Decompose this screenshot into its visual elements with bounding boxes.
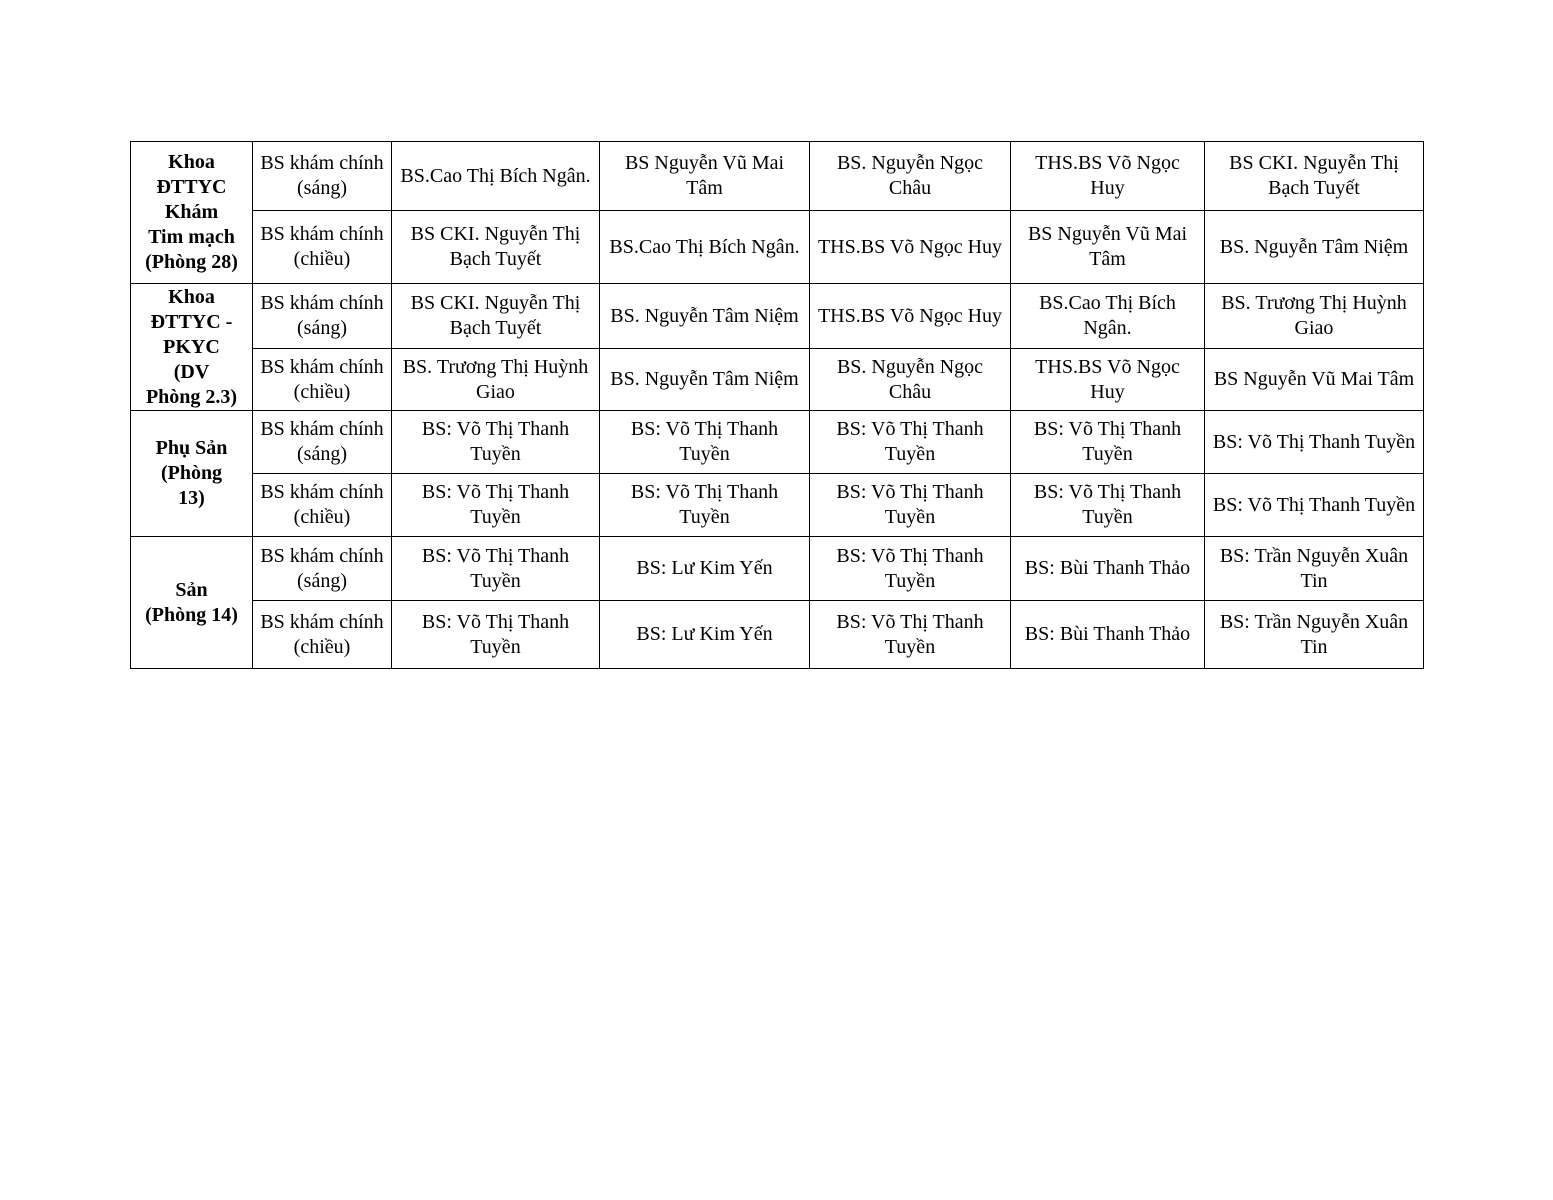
department-cell — [131, 537, 253, 669]
role-cell: BS khám chính (chiều) — [253, 474, 392, 537]
department-cell — [131, 142, 253, 284]
doctor-cell: BS CKI. Nguyễn Thị Bạch Tuyết — [392, 284, 600, 349]
doctor-cell: BS: Võ Thị Thanh Tuyền — [810, 474, 1011, 537]
doctor-cell: BS. Nguyễn Tâm Niệm — [1205, 211, 1424, 284]
table-row — [131, 474, 1424, 537]
doctor-cell: THS.BS Võ Ngọc Huy — [810, 284, 1011, 349]
doctor-cell: BS Nguyễn Vũ Mai Tâm — [1205, 349, 1424, 411]
table-row — [131, 284, 1424, 349]
doctor-cell: BS.Cao Thị Bích Ngân. — [1011, 284, 1205, 349]
role-cell: BS khám chính (chiều) — [253, 349, 392, 411]
doctor-cell: BS CKI. Nguyễn Thị Bạch Tuyết — [392, 211, 600, 284]
doctor-cell: BS: Võ Thị Thanh Tuyền — [810, 537, 1011, 601]
schedule-page — [130, 141, 1424, 669]
doctor-cell: BS: Võ Thị Thanh Tuyền — [392, 411, 600, 474]
department-label: Khoa ĐTTYC Khám Tim mạch (Phòng 28) — [145, 151, 238, 273]
table-row — [131, 537, 1424, 601]
role-cell: BS khám chính (sáng) — [253, 142, 392, 211]
doctor-cell: THS.BS Võ Ngọc Huy — [810, 211, 1011, 284]
doctor-schedule-table — [130, 141, 1424, 669]
doctor-cell: BS. Nguyễn Ngọc Châu — [810, 349, 1011, 411]
doctor-cell: BS: Lư Kim Yến — [600, 537, 810, 601]
role-cell: BS khám chính (sáng) — [253, 284, 392, 349]
role-cell: BS khám chính (sáng) — [253, 411, 392, 474]
doctor-cell: BS: Võ Thị Thanh Tuyền — [600, 411, 810, 474]
doctor-cell: BS: Bùi Thanh Thảo — [1011, 601, 1205, 669]
department-cell — [131, 411, 253, 537]
doctor-cell: BS.Cao Thị Bích Ngân. — [600, 211, 810, 284]
doctor-cell: BS: Võ Thị Thanh Tuyền — [1011, 411, 1205, 474]
doctor-cell: BS: Lư Kim Yến — [600, 601, 810, 669]
role-cell: BS khám chính (chiều) — [253, 211, 392, 284]
role-cell: BS khám chính (sáng) — [253, 537, 392, 601]
role-cell: BS khám chính (chiều) — [253, 601, 392, 669]
doctor-cell: BS: Võ Thị Thanh Tuyền — [600, 474, 810, 537]
table-row — [131, 601, 1424, 669]
table-row — [131, 211, 1424, 284]
doctor-cell: BS. Trương Thị Huỳnh Giao — [392, 349, 600, 411]
doctor-cell: BS.Cao Thị Bích Ngân. — [392, 142, 600, 211]
department-cell — [131, 284, 253, 411]
department-label: Phụ Sản (Phòng 13) — [155, 437, 228, 509]
doctor-cell: THS.BS Võ Ngọc Huy — [1011, 142, 1205, 211]
doctor-cell: THS.BS Võ Ngọc Huy — [1011, 349, 1205, 411]
doctor-cell: BS: Võ Thị Thanh Tuyền — [392, 474, 600, 537]
doctor-cell: BS Nguyễn Vũ Mai Tâm — [1011, 211, 1205, 284]
table-row — [131, 411, 1424, 474]
doctor-cell: BS: Võ Thị Thanh Tuyền — [392, 537, 600, 601]
doctor-cell: BS: Võ Thị Thanh Tuyền — [1205, 411, 1424, 474]
department-label: Sản (Phòng 14) — [145, 578, 238, 626]
doctor-cell: BS CKI. Nguyễn Thị Bạch Tuyết — [1205, 142, 1424, 211]
doctor-cell: BS: Bùi Thanh Thảo — [1011, 537, 1205, 601]
table-row — [131, 349, 1424, 411]
doctor-cell: BS: Võ Thị Thanh Tuyền — [1205, 474, 1424, 537]
doctor-cell: BS: Trần Nguyễn Xuân Tin — [1205, 601, 1424, 669]
department-label: Khoa ĐTTYC - PKYC (DV Phòng 2.3) — [145, 285, 238, 408]
doctor-cell: BS. Nguyễn Ngọc Châu — [810, 142, 1011, 211]
doctor-cell: BS: Trần Nguyễn Xuân Tin — [1205, 537, 1424, 601]
doctor-cell: BS: Võ Thị Thanh Tuyền — [392, 601, 600, 669]
table-row — [131, 142, 1424, 211]
doctor-cell: BS: Võ Thị Thanh Tuyền — [810, 601, 1011, 669]
doctor-cell: BS: Võ Thị Thanh Tuyền — [810, 411, 1011, 474]
doctor-cell: BS: Võ Thị Thanh Tuyền — [1011, 474, 1205, 537]
doctor-cell: BS Nguyễn Vũ Mai Tâm — [600, 142, 810, 211]
doctor-cell: BS. Nguyễn Tâm Niệm — [600, 284, 810, 349]
doctor-cell: BS. Trương Thị Huỳnh Giao — [1205, 284, 1424, 349]
doctor-cell: BS. Nguyễn Tâm Niệm — [600, 349, 810, 411]
